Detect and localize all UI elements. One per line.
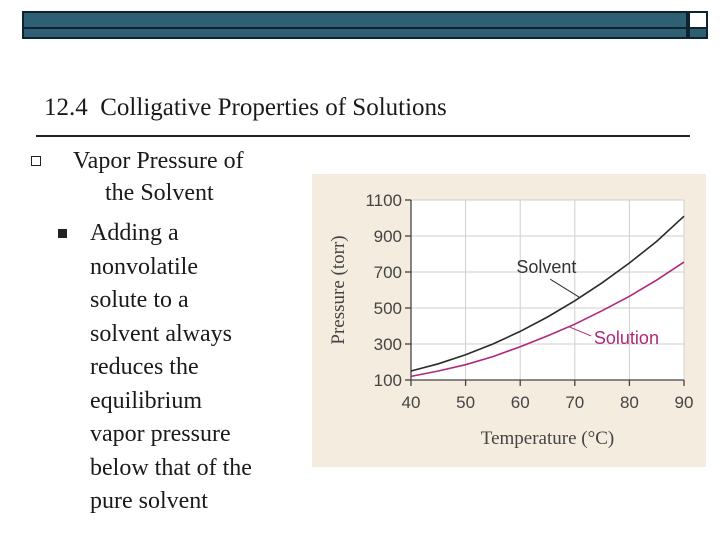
x-tick-label: 60 [510,393,530,412]
y-tick-label: 700 [373,263,402,282]
hollow-square-bullet-icon [31,156,41,166]
x-axis-label: Temperature (°C) [480,428,615,449]
solvent-series-label: Solvent [516,256,577,277]
x-tick-label: 80 [619,393,639,412]
x-tick-label: 50 [456,393,476,412]
bullet2-line: reduces the [90,354,199,380]
bullet1-line2: the Solvent [105,180,214,206]
bullet2-line: below that of the [90,454,252,481]
vapor-pressure-chart [312,174,706,467]
bullet-vapor-pressure [73,145,283,209]
filled-square-bullet-icon [58,229,67,238]
bullet2-line: solvent always [90,320,232,347]
bullet2-line: nonvolatile [90,253,198,280]
y-tick-label: 100 [373,371,402,390]
bullet-adding-solute [90,217,290,519]
bullet2-line: Adding a [90,220,179,246]
y-tick-label: 1100 [365,191,402,210]
bullet2-line: solute to a [90,287,189,313]
vapor-pressure-figure [312,174,706,467]
bullet2-line: vapor pressure [90,421,231,447]
y-tick-label: 900 [373,227,402,246]
slide-header-bar [22,11,708,39]
solution-series-label: Solution [593,328,659,348]
x-tick-label: 70 [565,393,585,412]
x-tick-label: 40 [401,393,421,412]
bullet2-line: pure solvent [90,488,208,514]
y-axis-label: Pressure (torr) [328,235,349,345]
bullet2-line: equilibrium [90,387,202,414]
title-rule [36,135,690,137]
y-tick-label: 300 [373,335,402,354]
bullet1-line1: Vapor Pressure of [73,148,244,174]
x-tick-label: 90 [674,393,694,412]
slide-title: 12.4 Colligative Properties of Solutions [44,94,447,121]
y-tick-label: 500 [373,299,402,318]
plot-area [411,200,684,380]
